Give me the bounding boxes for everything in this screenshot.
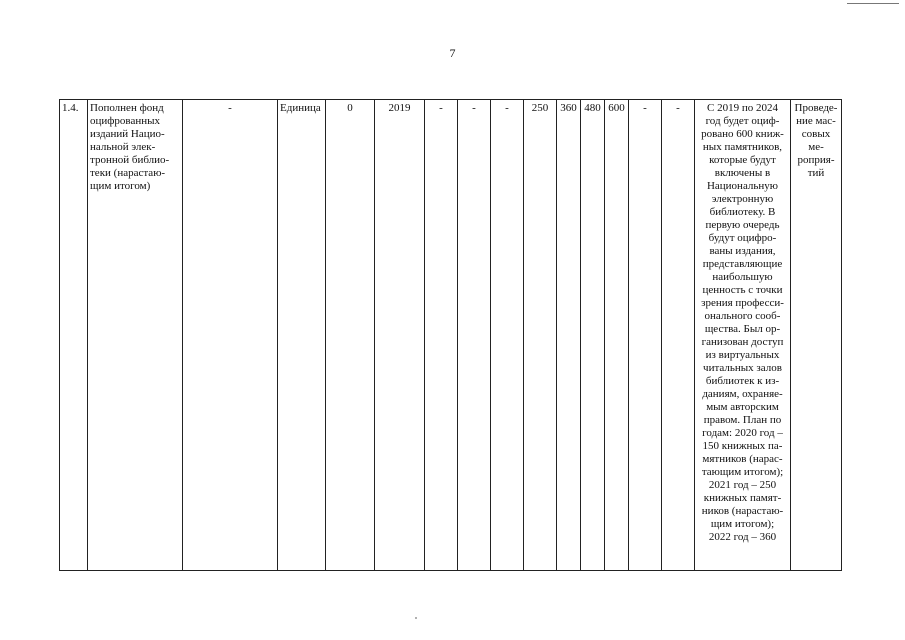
indicator-line: Пополнен фонд	[90, 102, 164, 114]
indicator-line: нальной элек-	[90, 141, 156, 153]
comment-line: годам: 2020 год –	[702, 427, 783, 439]
base-year-cell: 2019	[375, 100, 425, 571]
value-cell: 250	[524, 100, 557, 571]
measures-cell	[791, 100, 842, 571]
value-cell: 600	[605, 100, 629, 571]
comment-line: ваны издания,	[709, 245, 776, 257]
measures-line: роприя-	[797, 154, 835, 166]
measures-line: совых ме-	[801, 128, 831, 153]
comment-line: мятников (нарас-	[702, 453, 783, 465]
cell-dash: -	[183, 100, 278, 571]
comment-line: ных памятников,	[702, 141, 783, 153]
comment-line: библиотеку. В	[709, 206, 776, 218]
value-cell: 360	[557, 100, 581, 571]
base-value-cell: 0	[326, 100, 375, 571]
indicator-line: щим итогом)	[90, 180, 151, 192]
value-cell: -	[629, 100, 662, 571]
comment-cell	[695, 100, 791, 571]
comment-line: будут оцифро-	[708, 232, 777, 244]
comment-line: наибольшую	[712, 271, 773, 283]
scan-speck	[415, 617, 417, 619]
comment-line: книжных памят-	[703, 492, 782, 504]
comment-line: тающим итогом);	[701, 466, 784, 478]
table-row	[60, 100, 842, 571]
indicator-line: тронной библио-	[90, 154, 170, 166]
indicator-line: теки (нарастаю-	[90, 167, 166, 179]
top-edge-rule	[847, 3, 899, 4]
comment-line: ганизован доступ	[701, 336, 784, 348]
comment-line: электронную	[711, 193, 774, 205]
comment-line: из виртуальных	[705, 349, 780, 361]
comment-line: 2022 год – 360	[708, 531, 777, 543]
unit-cell: Единица	[278, 100, 326, 571]
row-number: 1.4.	[60, 100, 88, 571]
value-cell: -	[662, 100, 695, 571]
page-number: 7	[449, 46, 456, 60]
measures-line: ние мас-	[796, 115, 836, 127]
value-cell: -	[425, 100, 458, 571]
comment-line: читальных залов	[703, 362, 782, 374]
comment-line: правом. План по	[703, 414, 782, 426]
indicator-line: изданий Нацио-	[90, 128, 165, 140]
comment-line: год будет оциф-	[705, 115, 780, 127]
measures-line: тий	[807, 167, 825, 179]
comment-line: библиотек к из-	[705, 375, 780, 387]
measures-line: Проведе-	[794, 102, 838, 114]
comment-line: онального сооб-	[704, 310, 781, 322]
comment-line: даниям, охраняе-	[702, 388, 783, 400]
comment-line: первую очередь	[705, 219, 780, 231]
comment-line: ников (нарастаю-	[701, 505, 784, 517]
comment-line: которые будут	[709, 154, 776, 166]
comment-line: включены в	[714, 167, 771, 179]
comment-line: мым авторским	[706, 401, 779, 413]
value-cell: -	[458, 100, 491, 571]
comment-line: щим итогом);	[710, 518, 775, 530]
comment-line: представляющие	[702, 258, 783, 270]
value-cell: 480	[581, 100, 605, 571]
comment-line: ценность с точки	[702, 284, 783, 296]
indicators-table	[59, 99, 842, 571]
comment-line: 150 книжных па-	[702, 440, 783, 452]
indicator-line: оцифрованных	[90, 115, 160, 127]
comment-line: Национальную	[706, 180, 779, 192]
value-cell: -	[491, 100, 524, 571]
comment-line: ровано 600 книж-	[701, 128, 784, 140]
comment-line: 2021 год – 250	[708, 479, 777, 491]
comment-line: С 2019 по 2024	[707, 102, 778, 114]
comment-line: щества. Был ор-	[704, 323, 781, 335]
indicator-name	[88, 100, 183, 571]
comment-line: зрения професси-	[701, 297, 784, 309]
